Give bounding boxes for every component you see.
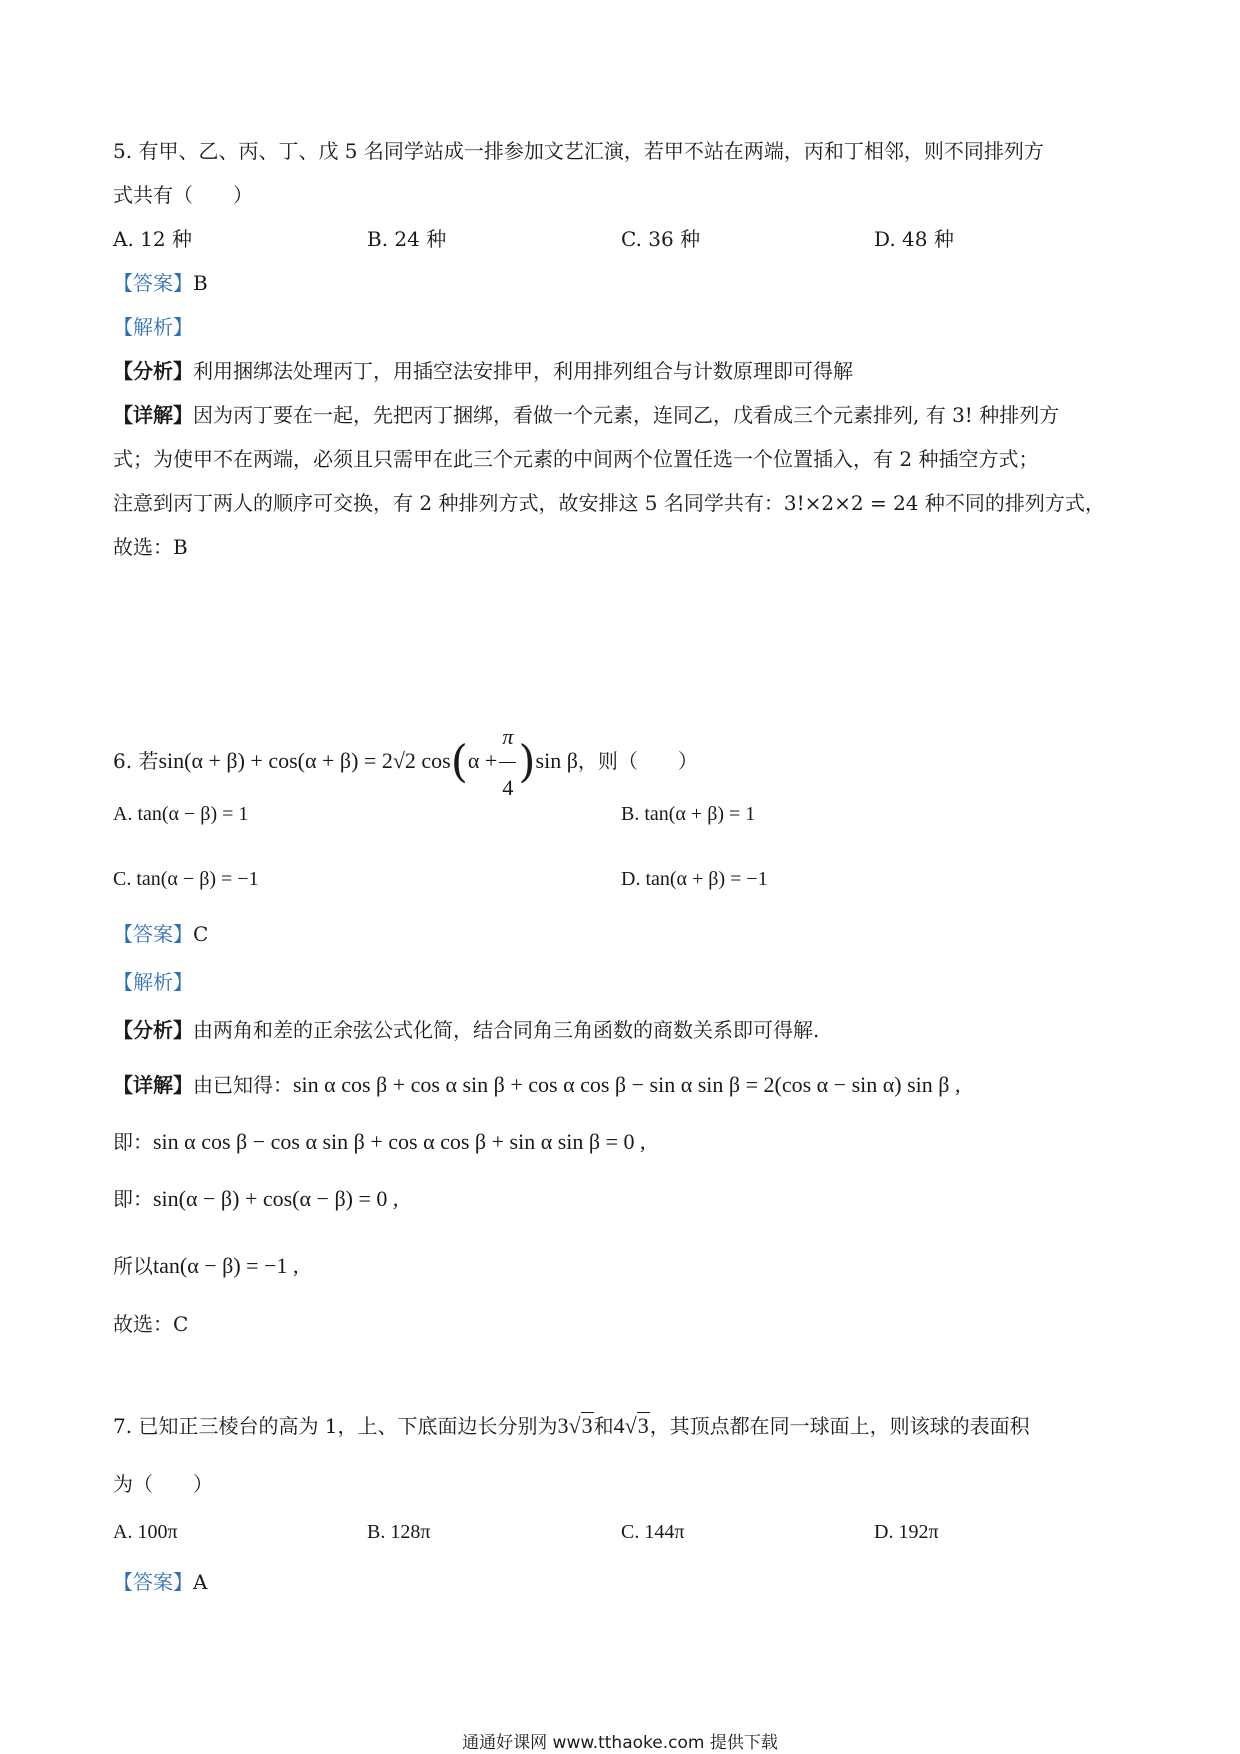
page-footer: 通通好课网 www.tthaoke.com 提供下载 — [462, 1733, 778, 1753]
q6-option-a: A. tan(α − β) = 1 — [113, 803, 249, 825]
q6-stem — [113, 712, 698, 813]
q7-stem-c: ，其顶点都在同一球面上，则该球的表面积 — [649, 1414, 1030, 1438]
q6-stem-math-right: sin β — [535, 748, 578, 773]
q6-xiangjie-prefix: 由已知得： — [193, 1073, 293, 1097]
q7-option-b: B. 128π — [367, 1521, 431, 1543]
q5-xiangjie-text1: 因为丙丁要在一起，先把丙丁捆绑，看做一个元素，连同乙，戊看成三个元素排列, 有 3! 种排列方 — [193, 403, 1060, 427]
q6-step3 — [113, 1252, 298, 1280]
q7-stem-line2: 为（ ） — [113, 1472, 213, 1496]
q7-stem-b: 和 — [593, 1414, 614, 1438]
q7-side2-rad: 3 — [637, 1413, 649, 1438]
q6-stem-math-left: sin(α + β) + cos(α + β) = 2√2 cos — [158, 748, 451, 773]
q7-option-d: D. 192π — [874, 1521, 939, 1543]
q6-answer — [113, 920, 208, 948]
q6-xiangjie-math: sin α cos β + cos α sin β + cos α cos β − sin α sin β = 2(cos α − sin α) sin β , — [293, 1072, 961, 1097]
q5-option-b: B. 24 种 — [367, 227, 447, 251]
q7-answer — [113, 1568, 207, 1596]
q7-option-a: A. 100π — [113, 1521, 178, 1543]
q5-answer-value: B — [193, 271, 208, 295]
q6-step1-prefix: 即： — [113, 1130, 153, 1154]
q7-answer-label: 【答案】 — [113, 1570, 193, 1594]
q5-xiangjie-label: 【详解】 — [113, 403, 193, 427]
q5-choice: 故选：B — [113, 535, 188, 559]
q6-fenxi-label: 【分析】 — [113, 1018, 193, 1042]
q6-stem-prefix: 6. 若 — [113, 749, 159, 773]
q5-stem-line1: 5. 有甲、乙、丙、丁、戊 5 名同学站成一排参加文艺汇演，若甲不站在两端，丙和丁相邻，则不同排列方 — [113, 139, 1044, 163]
q6-fenxi — [113, 1016, 819, 1044]
q6-xiangjie-label: 【详解】 — [113, 1073, 193, 1097]
q6-answer-label: 【答案】 — [113, 922, 193, 946]
q5-xiangjie-line2: 式；为使甲不在两端，必须且只需甲在此三个元素的中间两个位置任选一个位置插入，有 2 种插空方式； — [113, 447, 1039, 471]
q6-frac-den: 4 — [502, 775, 514, 800]
q5-xiangjie-line3: 注意到丙丁两人的顺序可交换，有 2 种排列方式，故安排这 5 名同学共有：3!×2×2 = 24 种不同的排列方式， — [113, 491, 1105, 515]
q6-step2-prefix: 即： — [113, 1187, 153, 1211]
q6-step1-math: sin α cos β − cos α sin β + cos α cos β + sin α sin β = 0 , — [153, 1129, 646, 1154]
q6-stem-inner: α + — [467, 748, 498, 773]
q6-fraction — [499, 712, 516, 813]
q6-left-paren: ( — [450, 736, 468, 788]
q5-option-d: D. 48 种 — [874, 227, 954, 251]
q7-side1: 3√3 — [557, 1413, 593, 1438]
q7-answer-value: A — [193, 1570, 208, 1594]
q7-stem-a: 7. 已知正三棱台的高为 1，上、下底面边长分别为 — [113, 1414, 558, 1438]
q6-analysis-label: 【解析】 — [113, 970, 193, 994]
q6-fenxi-text: 由两角和差的正余弦公式化简，结合同角三角函数的商数关系即可得解. — [193, 1018, 820, 1042]
q7-side1-rad: 3 — [581, 1413, 593, 1438]
q6-answer-value: C — [193, 922, 209, 946]
q6-step2-math: sin(α − β) + cos(α − β) = 0 , — [153, 1186, 399, 1211]
q5-fenxi-label: 【分析】 — [113, 359, 193, 383]
q6-right-paren: ) — [518, 736, 536, 788]
q5-option-c: C. 36 种 — [621, 227, 701, 251]
q7-side1-coef: 3 — [557, 1413, 569, 1438]
q6-option-d: D. tan(α + β) = −1 — [621, 868, 768, 890]
q6-option-c: C. tan(α − β) = −1 — [113, 868, 259, 890]
q5-stem-line2: 式共有（ ） — [113, 183, 253, 207]
q7-side2-coef: 4 — [613, 1413, 625, 1438]
q7-option-c: C. 144π — [621, 1521, 685, 1543]
q6-step3-prefix: 所以 — [113, 1254, 153, 1278]
q6-xiangjie — [113, 1071, 961, 1099]
q5-option-a: A. 12 种 — [113, 227, 192, 251]
q6-step1 — [113, 1128, 646, 1156]
q5-answer-label: 【答案】 — [113, 271, 193, 295]
q5-xiangjie-line1 — [113, 401, 1059, 429]
q5-answer — [113, 269, 208, 297]
q6-option-b: B. tan(α + β) = 1 — [621, 803, 756, 825]
q6-step3-math: tan(α − β) = −1 , — [153, 1253, 299, 1278]
q6-step2 — [113, 1185, 398, 1213]
q6-stem-suffix: ，则（ ） — [577, 749, 698, 773]
q6-frac-num: π — [499, 712, 516, 763]
q6-choice: 故选：C — [113, 1312, 189, 1336]
q7-stem-line1 — [113, 1412, 1030, 1440]
q5-fenxi-text: 利用捆绑法处理丙丁，用插空法安排甲，利用排列组合与计数原理即可得解 — [193, 359, 853, 383]
q5-fenxi — [113, 357, 853, 385]
q5-analysis-label: 【解析】 — [113, 315, 193, 339]
q7-side2: 4√3 — [613, 1413, 649, 1438]
